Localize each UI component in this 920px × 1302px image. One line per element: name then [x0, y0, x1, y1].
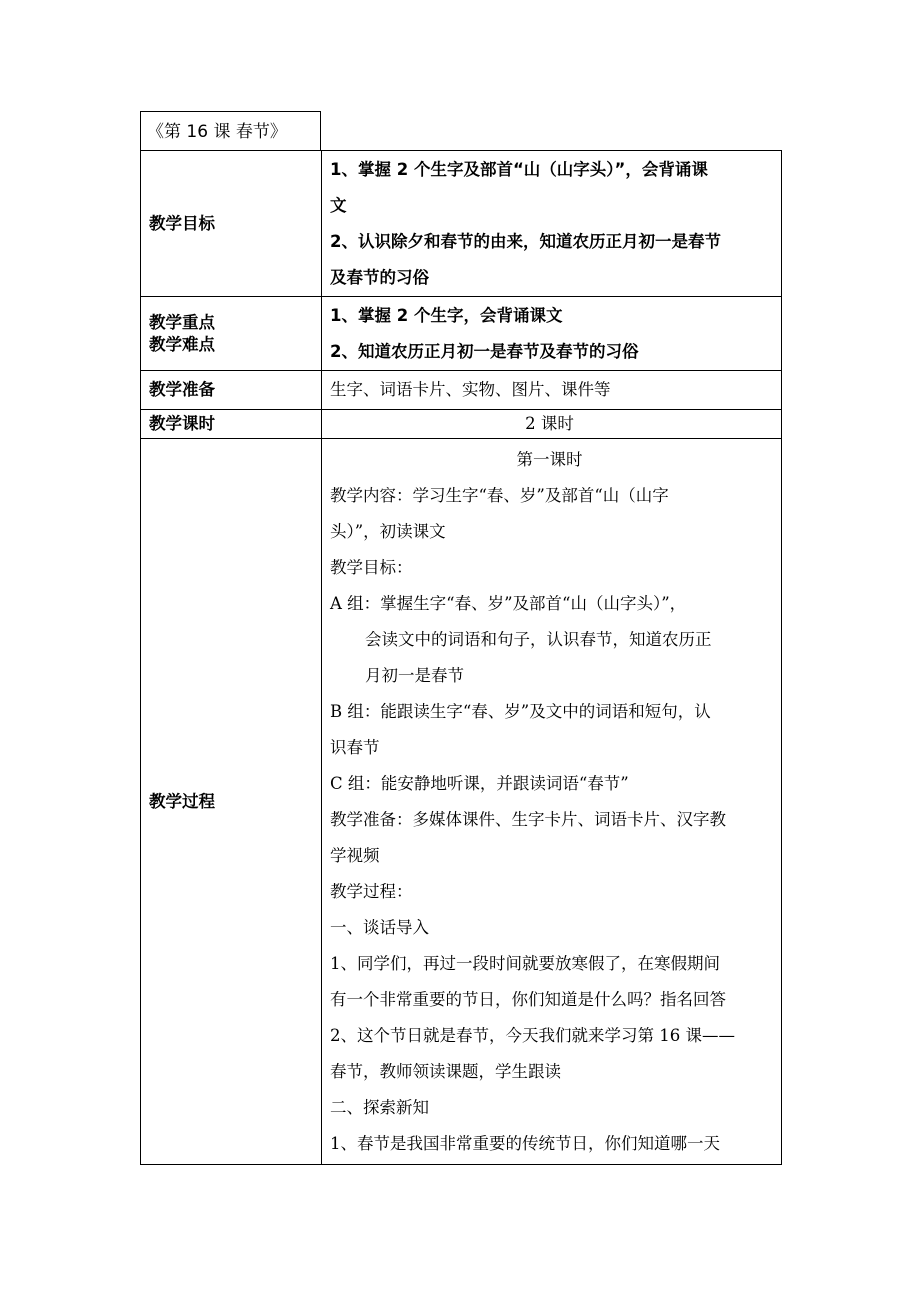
process-heading: 第一课时: [516, 449, 583, 469]
process-line: 教学过程：: [330, 881, 413, 901]
label-key-difficult-points: [141, 297, 322, 371]
row-teaching-preparation: [141, 371, 782, 410]
process-line: 月初一是春节: [365, 665, 464, 685]
process-line: C 组：能安静地听课，并跟读词语“春节”: [330, 773, 629, 793]
process-line: 1、春节是我国非常重要的传统节日，你们知道哪一天: [330, 1133, 720, 1153]
label-difficult-points: 教学难点: [149, 334, 215, 354]
process-line: 教学内容：学习生字“春、岁”及部首“山（山字: [330, 485, 669, 505]
process-line: 会读文中的词语和句子，认识春节，知道农历正: [365, 629, 712, 649]
process-line: 教学准备：多媒体课件、生字卡片、词语卡片、汉字教: [330, 809, 726, 829]
process-line: 教学目标：: [330, 557, 413, 577]
process-line: 春节，教师领读课题，学生跟读: [330, 1061, 561, 1081]
content-teaching-process: [322, 439, 782, 1165]
process-line: 学视频: [330, 845, 380, 865]
goal-line: 文: [330, 195, 347, 215]
process-line: 识春节: [330, 737, 380, 757]
label-teaching-process: 教学过程: [141, 439, 322, 1165]
lesson-plan-table: [140, 150, 782, 1165]
process-line: B 组：能跟读生字“春、岁”及文中的词语和短句，认: [330, 701, 711, 721]
content-teaching-goals: [322, 151, 782, 297]
lesson-title: 《第 16 课 春节》: [140, 111, 321, 151]
label-key-points: 教学重点: [149, 312, 215, 332]
label-teaching-hours: 教学课时: [141, 410, 322, 439]
goal-line: 1、掌握 2 个生字及部首“山（山字头）”，会背诵课: [330, 159, 708, 179]
process-line: 2、这个节日就是春节，今天我们就来学习第 16 课——: [330, 1025, 735, 1045]
row-key-difficult-points: [141, 297, 782, 371]
row-teaching-hours: [141, 410, 782, 439]
process-line: 头）”，初读课文: [330, 521, 446, 541]
row-teaching-goals: [141, 151, 782, 297]
key-line: 2、知道农历正月初一是春节及春节的习俗: [330, 341, 639, 361]
label-teaching-goals: 教学目标: [141, 151, 322, 297]
content-teaching-preparation: 生字、词语卡片、实物、图片、课件等: [322, 371, 782, 410]
process-line: 二、探索新知: [330, 1097, 429, 1117]
process-line: 有一个非常重要的节日，你们知道是什么吗？指名回答: [330, 989, 726, 1009]
process-line: 1、同学们，再过一段时间就要放寒假了，在寒假期间: [330, 953, 720, 973]
goal-line: 2、认识除夕和春节的由来，知道农历正月初一是春节: [330, 231, 721, 251]
key-line: 1、掌握 2 个生字，会背诵课文: [330, 305, 563, 325]
process-line: A 组：掌握生字“春、岁”及部首“山（山字头）”，: [330, 593, 687, 613]
label-teaching-preparation: 教学准备: [141, 371, 322, 410]
process-line: 一、谈话导入: [330, 917, 429, 937]
content-key-points: [322, 297, 782, 371]
content-teaching-hours: 2 课时: [322, 410, 782, 439]
row-teaching-process: [141, 439, 782, 1165]
goal-line: 及春节的习俗: [330, 267, 429, 287]
